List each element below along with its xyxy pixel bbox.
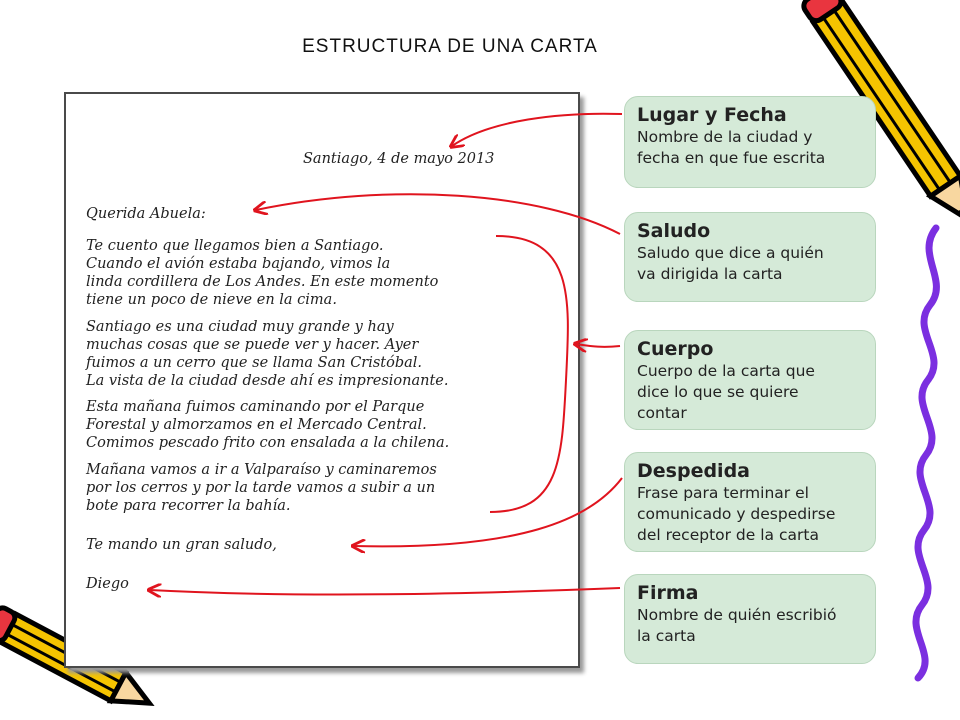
label-desc-line: dice lo que se quiere [637, 383, 799, 401]
letter-body-line: por los cerros y por la tarde vamos a subir a un [86, 480, 436, 496]
letter-body-line: Mañana vamos a ir a Valparaíso y caminaremos [86, 462, 437, 478]
label-desc-line: va dirigida la carta [637, 265, 783, 283]
label-desc-line: la carta [637, 627, 696, 645]
letter-body-line: bote para recorrer la bahía. [86, 498, 291, 514]
bracket-cuerpo [490, 236, 568, 512]
letter-body-line: Esta mañana fuimos caminando por el Parque [86, 399, 425, 415]
page-title: ESTRUCTURA DE UNA CARTA [302, 36, 598, 57]
label-desc-line: del receptor de la carta [637, 526, 819, 544]
label-heading: Despedida [637, 460, 750, 482]
letter-body-line: Comimos pescado frito con ensalada a la chilena. [86, 435, 450, 451]
label-desc-line: Nombre de la ciudad y [637, 128, 813, 146]
letter-body-line: Forestal y almorzamos en el Mercado Central. [86, 417, 427, 433]
label-desc-line: Cuerpo de la carta que [637, 362, 815, 380]
label-desc-line: Frase para terminar el [637, 484, 809, 502]
letter-despedida: Te mando un gran saludo, [86, 537, 277, 553]
letter-firma: Diego [86, 576, 129, 592]
letter-body-line: Te cuento que llegamos bien a Santiago. [86, 238, 384, 254]
label-desc-line: fecha en que fue escrita [637, 149, 826, 167]
letter-body-line: linda cordillera de Los Andes. En este momento [86, 274, 439, 290]
label-heading: Cuerpo [637, 338, 714, 360]
label-heading: Firma [637, 582, 699, 604]
letter-body-line: muchas cosas que se puede ver y hacer. Ayer [86, 337, 419, 353]
label-desc-line: contar [637, 404, 687, 422]
letter-body-line: Cuando el avión estaba bajando, vimos la [86, 256, 391, 272]
letter-saludo: Querida Abuela: [86, 206, 206, 222]
arrow-firma [150, 588, 620, 594]
letter-body-line: fuimos a un cerro que se llama San Cristóbal. [86, 355, 423, 371]
letter-body-line: Santiago es una ciudad muy grande y hay [86, 319, 394, 335]
arrow-cuerpo [576, 344, 620, 347]
arrow-lugar-fecha [452, 114, 622, 146]
label-desc-line: comunicado y despedirse [637, 505, 836, 523]
label-heading: Lugar y Fecha [637, 104, 787, 126]
label-heading: Saludo [637, 220, 711, 242]
letter-lugar-fecha: Santiago, 4 de mayo 2013 [303, 151, 495, 167]
arrow-saludo [256, 194, 620, 234]
label-desc-line: Nombre de quién escribió [637, 606, 837, 624]
arrow-despedida [354, 478, 622, 546]
letter-body-line: La vista de la ciudad desde ahí es impresionante. [86, 373, 449, 389]
letter-body-line: tiene un poco de nieve en la cima. [86, 292, 337, 308]
label-desc-line: Saludo que dice a quién [637, 244, 824, 262]
